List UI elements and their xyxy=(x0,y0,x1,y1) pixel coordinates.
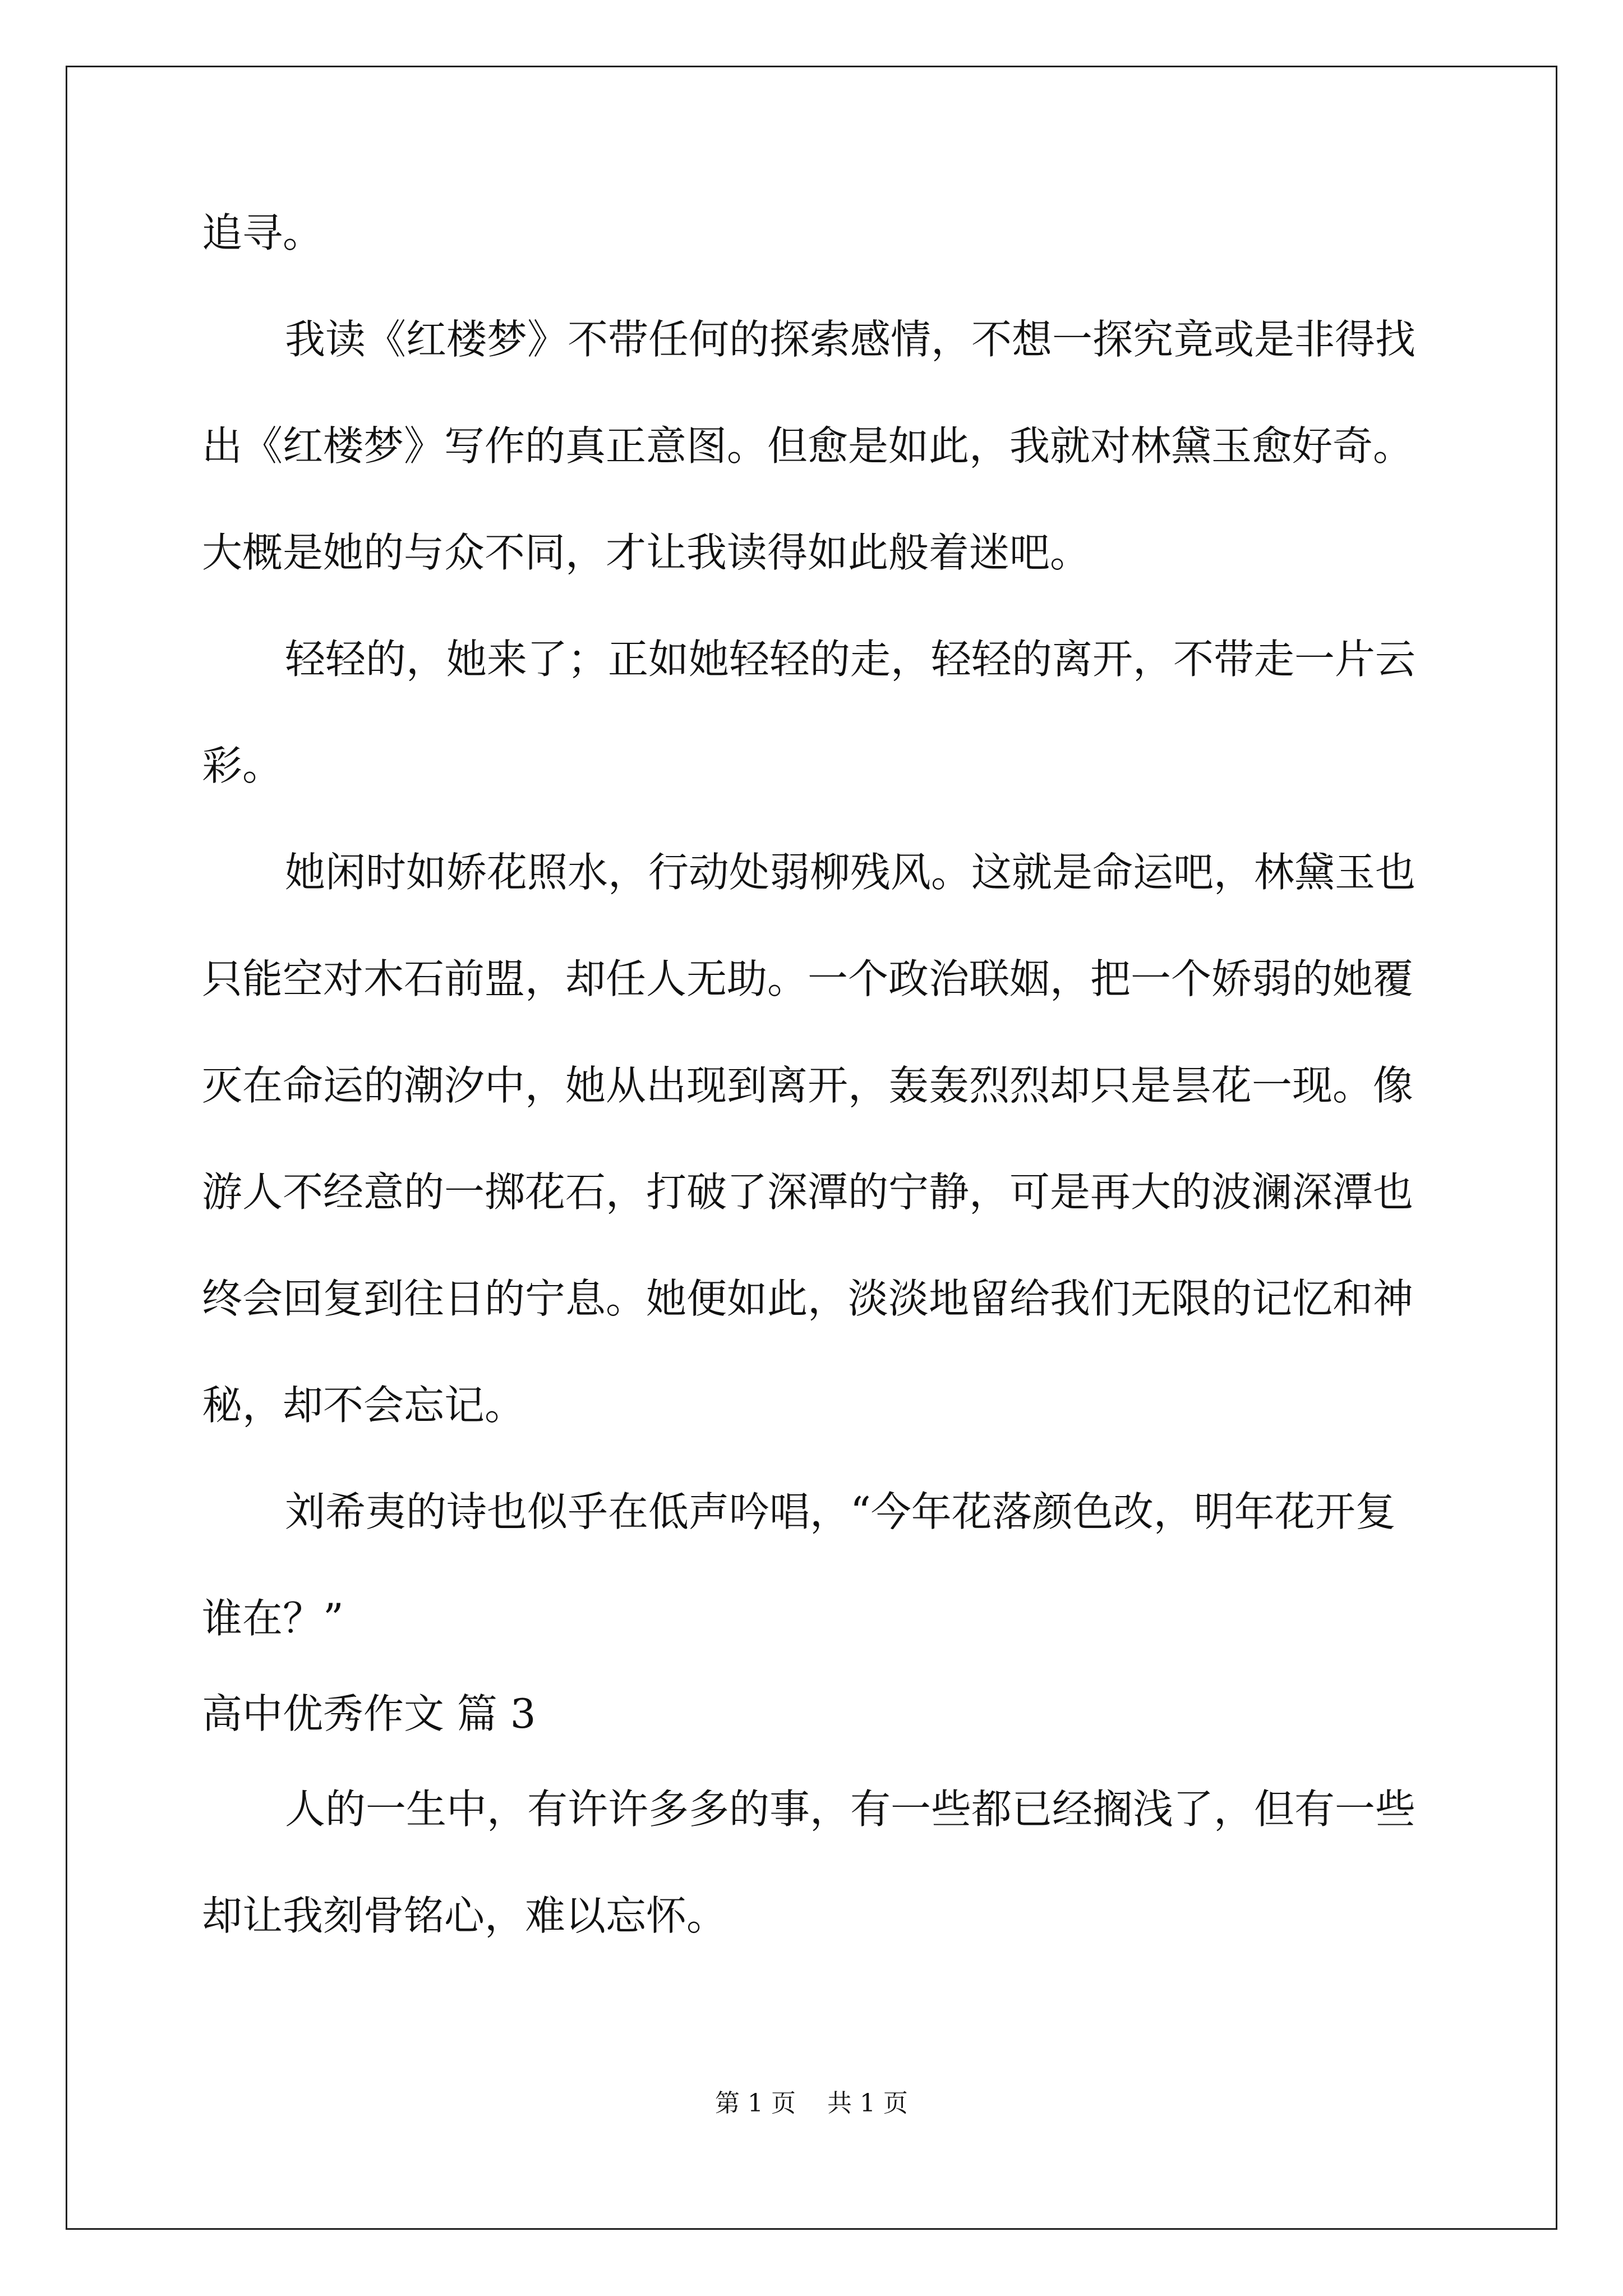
page-number-footer: 第 1 页 共 1 页 xyxy=(715,2089,908,2118)
paragraph-first-line: 轻轻的，她来了；正如她轻轻的走，轻轻的离开，不带走一片云 xyxy=(285,636,1416,683)
text-line: 游人不经意的一掷花石，打破了深潭的宁静，可是再大的波澜深潭也 xyxy=(202,1168,1414,1216)
paragraph-first-line: 刘希夷的诗也似乎在低声吟唱，“今年花落颜色改，明年花开复 xyxy=(285,1488,1396,1535)
text-line: 只能空对木石前盟，却任人无助。一个政治联姻，把一个娇弱的她覆 xyxy=(202,955,1414,1002)
text-line: 灭在命运的潮汐中，她从出现到离开，轰轰烈烈却只是昙花一现。像 xyxy=(202,1062,1414,1109)
text-line: 彩。 xyxy=(202,742,283,789)
text-line: 大概是她的与众不同，才让我读得如此般着迷吧。 xyxy=(202,529,1091,576)
paragraph-first-line: 她闲时如娇花照水，行动处弱柳残风。这就是命运吧，林黛玉也 xyxy=(285,849,1416,896)
text-line: 秘，却不会忘记。 xyxy=(202,1382,525,1429)
text-line: 却让我刻骨铭心，难以忘怀。 xyxy=(202,1892,727,1939)
paragraph-first-line: 人的一生中，有许许多多的事，有一些都已经搁浅了，但有一些 xyxy=(285,1786,1416,1833)
text-line: 追寻。 xyxy=(202,209,324,256)
text-line: 谁在？” xyxy=(202,1595,344,1642)
text-line: 出《红楼梦》写作的真正意图。但愈是如此，我就对林黛玉愈好奇。 xyxy=(202,422,1414,470)
section-heading: 高中优秀作文 篇 3 xyxy=(202,1690,536,1737)
text-line: 终会回复到往日的宁息。她便如此，淡淡地留给我们无限的记忆和神 xyxy=(202,1275,1414,1322)
paragraph-first-line: 我读《红楼梦》不带任何的探索感情，不想一探究竟或是非得找 xyxy=(285,316,1416,363)
